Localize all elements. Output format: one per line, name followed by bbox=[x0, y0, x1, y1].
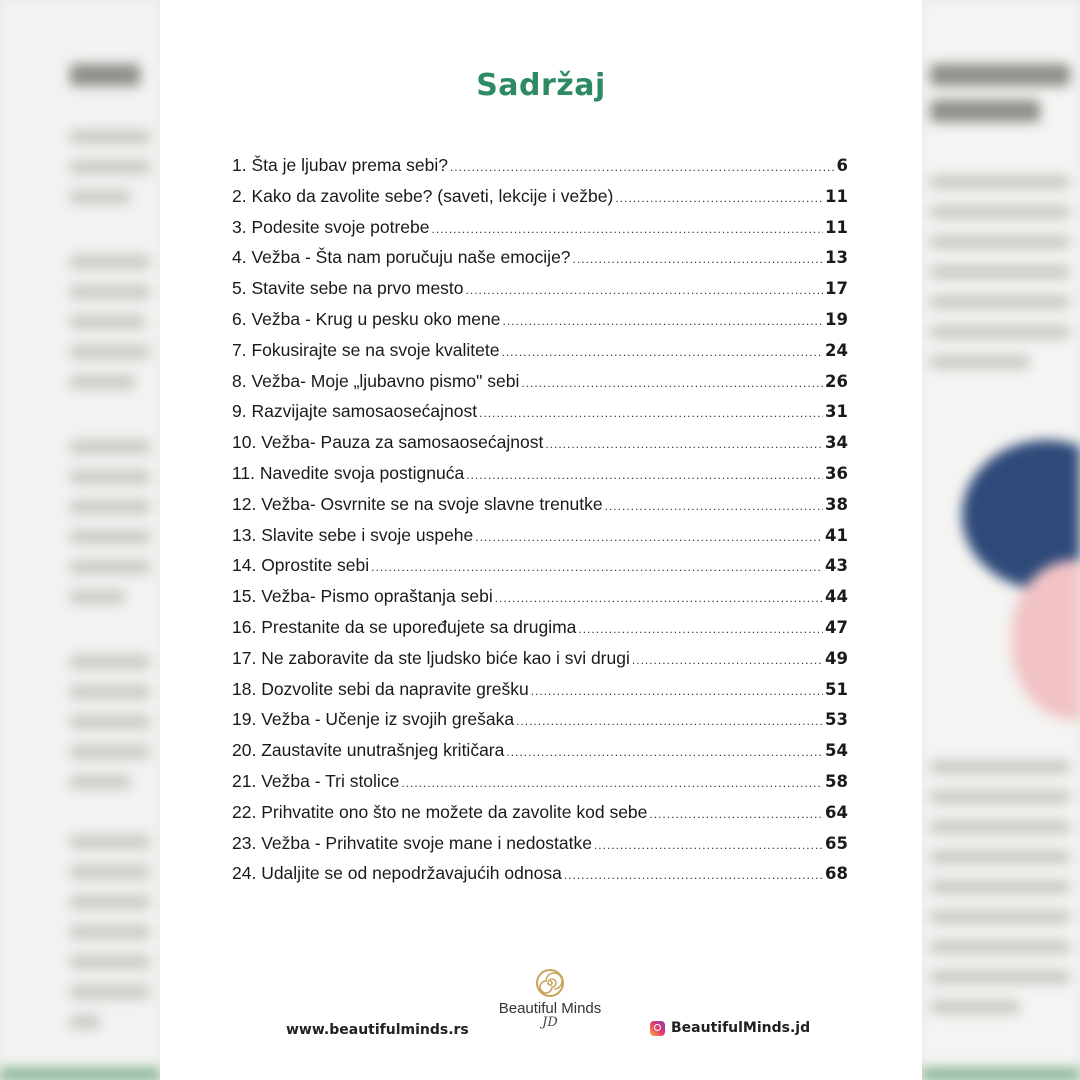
toc-entry-page-number: 11 bbox=[825, 217, 848, 237]
toc-entry-label: 14. Oprostite sebi bbox=[232, 555, 370, 576]
toc-entry-page-number: 53 bbox=[825, 710, 848, 730]
brand-name: Beautiful Minds bbox=[498, 1000, 602, 1017]
toc-entry-label: 3. Podesite svoje potrebe bbox=[232, 216, 430, 237]
toc-dot-leader bbox=[564, 868, 823, 882]
toc-dot-leader bbox=[573, 252, 823, 266]
toc-dot-leader bbox=[506, 745, 823, 759]
toc-entry[interactable] bbox=[232, 371, 848, 402]
toc-dot-leader bbox=[605, 499, 823, 513]
toc-dot-leader bbox=[432, 222, 824, 236]
background-page-right bbox=[922, 0, 1080, 1080]
website-url[interactable]: www.beautifulminds.rs bbox=[286, 1022, 469, 1038]
toc-entry-label: 10. Vežba- Pauza za samosaosećajnost bbox=[232, 432, 544, 453]
toc-entry[interactable] bbox=[232, 617, 848, 648]
toc-entry[interactable] bbox=[232, 401, 848, 432]
toc-dot-leader bbox=[450, 160, 835, 174]
toc-entry-label: 9. Razvijajte samosaosećajnost bbox=[232, 401, 478, 422]
toc-entry[interactable] bbox=[232, 740, 848, 771]
toc-entry-page-number: 26 bbox=[825, 371, 848, 391]
toc-entry[interactable] bbox=[232, 771, 848, 802]
toc-entry-page-number: 54 bbox=[825, 741, 848, 761]
toc-entry[interactable] bbox=[232, 340, 848, 371]
toc-entry[interactable] bbox=[232, 463, 848, 494]
toc-entry[interactable] bbox=[232, 494, 848, 525]
toc-dot-leader bbox=[401, 776, 823, 790]
toc-entry[interactable] bbox=[232, 802, 848, 833]
toc-entry-label: 20. Zaustavite unutrašnjeg kritičara bbox=[232, 740, 505, 761]
toc-dot-leader bbox=[578, 622, 823, 636]
toc-dot-leader bbox=[479, 406, 823, 420]
brand-logo bbox=[480, 968, 620, 1030]
toc-dot-leader bbox=[615, 191, 823, 205]
toc-entry-label: 15. Vežba- Pismo opraštanja sebi bbox=[232, 586, 493, 607]
toc-dot-leader bbox=[371, 560, 823, 574]
toc-entry-page-number: 34 bbox=[825, 433, 848, 453]
toc-entry[interactable] bbox=[232, 586, 848, 617]
toc-entry[interactable] bbox=[232, 555, 848, 586]
table-of-contents bbox=[232, 155, 848, 894]
toc-entry[interactable] bbox=[232, 155, 848, 186]
toc-entry-label: 19. Vežba - Učenje iz svojih grešaka bbox=[232, 709, 515, 730]
toc-dot-leader bbox=[531, 684, 823, 698]
toc-entry-page-number: 64 bbox=[825, 802, 848, 822]
toc-dot-leader bbox=[649, 807, 823, 821]
toc-entry[interactable] bbox=[232, 709, 848, 740]
toc-entry-label: 17. Ne zaboravite da ste ljudsko biće kao i svi drugi bbox=[232, 647, 630, 668]
toc-entry-page-number: 6 bbox=[836, 156, 848, 175]
toc-entry-page-number: 51 bbox=[825, 679, 848, 699]
toc-entry[interactable] bbox=[232, 217, 848, 248]
toc-entry-label: 13. Slavite sebe i svoje uspehe bbox=[232, 524, 474, 545]
toc-dot-leader bbox=[503, 314, 824, 328]
toc-entry[interactable] bbox=[232, 679, 848, 710]
toc-dot-leader bbox=[516, 714, 823, 728]
toc-entry-label: 2. Kako da zavolite sebe? (saveti, lekcije i vežbe) bbox=[232, 185, 614, 206]
toc-entry-page-number: 43 bbox=[825, 556, 848, 576]
toc-entry-label: 1. Šta je ljubav prema sebi? bbox=[232, 155, 448, 175]
toc-entry-label: 5. Stavite sebe na prvo mesto bbox=[232, 278, 464, 299]
instagram-handle: BeautifulMinds.jd bbox=[671, 1020, 811, 1036]
toc-entry-label: 23. Vežba - Prihvatite svoje mane i nedostatke bbox=[232, 832, 592, 853]
background-page-left bbox=[0, 0, 160, 1080]
toc-dot-leader bbox=[466, 468, 823, 482]
toc-entry[interactable] bbox=[232, 309, 848, 340]
toc-entry-page-number: 38 bbox=[825, 494, 848, 514]
toc-entry[interactable] bbox=[232, 863, 848, 894]
toc-entry-label: 21. Vežba - Tri stolice bbox=[232, 770, 400, 791]
toc-entry-page-number: 36 bbox=[825, 463, 848, 483]
toc-entry-page-number: 17 bbox=[825, 279, 848, 299]
brand-signature: JD bbox=[542, 1015, 558, 1030]
toc-entry-page-number: 47 bbox=[825, 617, 848, 637]
toc-entry[interactable] bbox=[232, 186, 848, 217]
toc-entry[interactable] bbox=[232, 247, 848, 278]
page-title: Sadržaj bbox=[476, 68, 606, 103]
toc-entry-label: 24. Udaljite se od nepodržavajućih odnosa bbox=[232, 863, 562, 884]
toc-dot-leader bbox=[521, 376, 823, 390]
toc-entry-page-number: 65 bbox=[825, 833, 848, 853]
spiral-logo-icon bbox=[535, 968, 565, 998]
toc-entry-page-number: 31 bbox=[825, 402, 848, 422]
toc-entry-page-number: 68 bbox=[825, 864, 848, 884]
toc-entry-label: 12. Vežba- Osvrnite se na svoje slavne trenutke bbox=[232, 493, 603, 514]
toc-entry-page-number: 24 bbox=[825, 340, 848, 360]
toc-entry-page-number: 44 bbox=[825, 587, 848, 607]
toc-entry-label: 7. Fokusirajte se na svoje kvalitete bbox=[232, 339, 500, 360]
toc-entry-label: 11. Navedite svoja postignuća bbox=[232, 462, 465, 483]
toc-dot-leader bbox=[495, 591, 823, 605]
instagram-icon bbox=[650, 1021, 665, 1036]
toc-entry[interactable] bbox=[232, 525, 848, 556]
toc-entry-page-number: 49 bbox=[825, 648, 848, 668]
toc-entry[interactable] bbox=[232, 833, 848, 864]
toc-entry-label: 18. Dozvolite sebi da napravite grešku bbox=[232, 678, 529, 699]
document-page bbox=[160, 0, 922, 1080]
toc-dot-leader bbox=[466, 283, 824, 297]
toc-entry-label: 8. Vežba- Moje „ljubavno pismo" sebi bbox=[232, 370, 520, 391]
toc-entry[interactable] bbox=[232, 432, 848, 463]
toc-entry-page-number: 19 bbox=[825, 309, 848, 329]
toc-dot-leader bbox=[545, 437, 823, 451]
toc-entry-page-number: 13 bbox=[825, 248, 848, 268]
toc-dot-leader bbox=[502, 345, 824, 359]
toc-entry[interactable] bbox=[232, 648, 848, 679]
toc-entry-label: 4. Vežba - Šta nam poručuju naše emocije? bbox=[232, 247, 571, 268]
toc-entry-label: 16. Prestanite da se upoređujete sa drugima bbox=[232, 616, 577, 637]
toc-entry-page-number: 11 bbox=[825, 186, 848, 206]
instagram-link[interactable] bbox=[650, 1020, 810, 1036]
toc-dot-leader bbox=[475, 530, 823, 544]
toc-dot-leader bbox=[594, 838, 823, 852]
toc-entry-label: 6. Vežba - Krug u pesku oko mene bbox=[232, 308, 501, 329]
toc-entry-page-number: 41 bbox=[825, 525, 848, 545]
toc-entry-label: 22. Prihvatite ono što ne možete da zavolite kod sebe bbox=[232, 801, 648, 822]
toc-dot-leader bbox=[632, 653, 823, 667]
toc-entry-page-number: 58 bbox=[825, 771, 848, 791]
toc-entry[interactable] bbox=[232, 278, 848, 309]
